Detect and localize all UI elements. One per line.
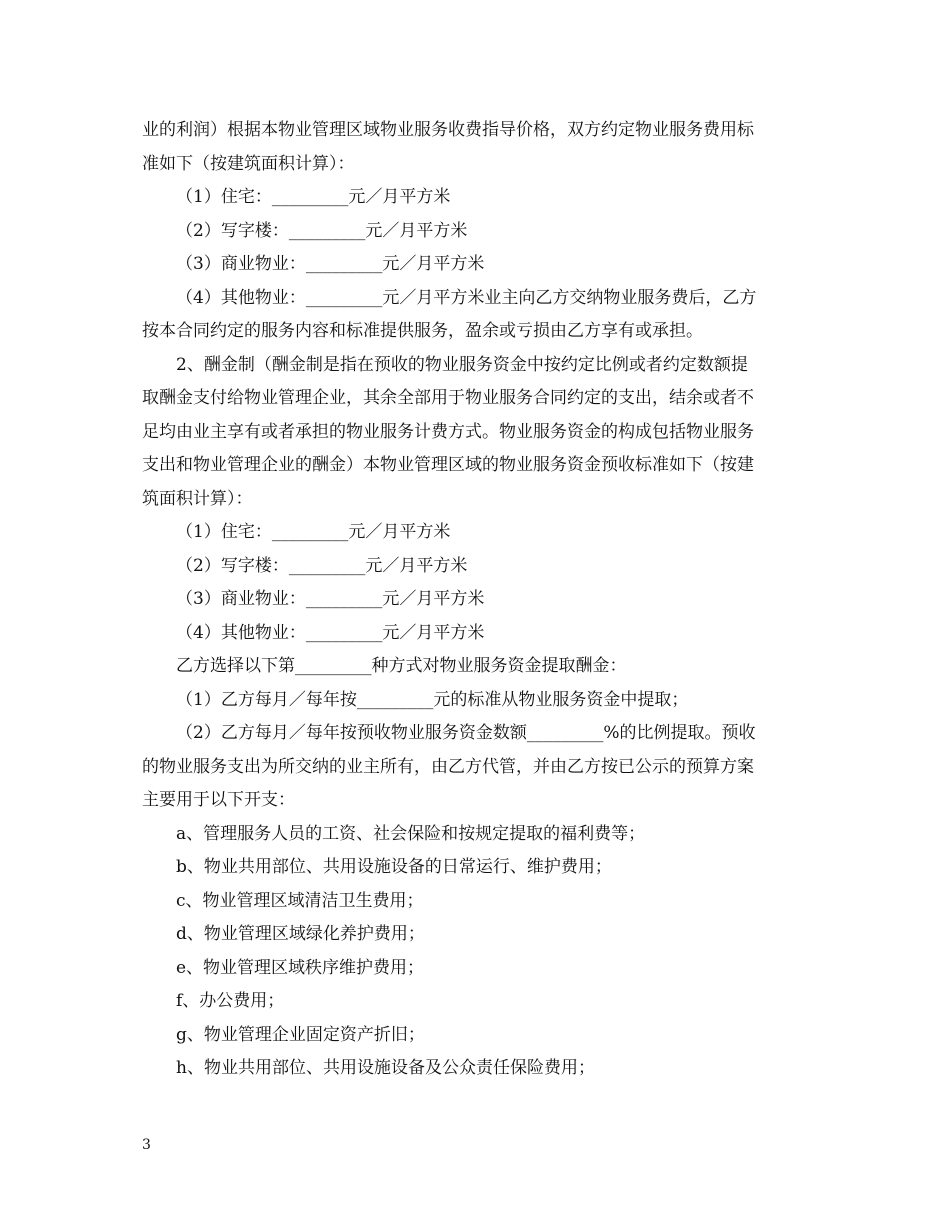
text-line: 足均由业主享有或者承担的物业服务计费方式。物业服务资金的构成包括物业服务 bbox=[142, 421, 754, 442]
text-line: 业的利润）根据本物业管理区域物业服务收费指导价格，双方约定物业服务费用标 bbox=[142, 120, 754, 140]
text-line: 支出和物业管理企业的酬金）本物业管理区域的物业服务资金预收标准如下（按建 bbox=[142, 455, 754, 475]
text-line: e、物业管理区域秩序维护费用； bbox=[176, 957, 425, 978]
text-line: （2）写字楼：_________元／月平方米 bbox=[176, 220, 468, 241]
text-line: 的物业服务支出为所交纳的业主所有，由乙方代管，并由乙方按已公示的预算方案 bbox=[142, 756, 754, 777]
text-line: （3）商业物业：_________元／月平方米 bbox=[176, 589, 485, 609]
text-line: d、物业管理区域绿化养护费用； bbox=[176, 924, 425, 944]
text-line: h、物业共用部位、共用设施设备及公众责任保险费用； bbox=[176, 1058, 595, 1078]
text-line: f、办公费用； bbox=[176, 991, 285, 1011]
text-line: （4）其他物业：_________元／月平方米 bbox=[176, 622, 485, 643]
text-line: （4）其他物业：_________元／月平方米业主向乙方交纳物业服务费后，乙方 bbox=[176, 287, 757, 308]
text-line: a、管理服务人员的工资、社会保险和按规定提取的福利费等； bbox=[176, 823, 646, 844]
text-line: 筑面积计算）： bbox=[142, 488, 253, 509]
document-body bbox=[142, 114, 814, 1086]
text-line: c、物业管理区域清洁卫生费用； bbox=[176, 890, 424, 911]
text-line: （1）乙方每月／每年按_________元的标准从物业服务资金中提取； bbox=[176, 689, 689, 710]
text-line: （2）乙方每月／每年按预收物业服务资金数额_________%的比例提取。预收 bbox=[176, 723, 756, 743]
text-line: （1）住宅：_________元／月平方米 bbox=[176, 522, 451, 542]
text-line: 按本合同约定的服务内容和标准提供服务，盈余或亏损由乙方享有或承担。 bbox=[142, 321, 703, 341]
text-line: （1）住宅：_________元／月平方米 bbox=[176, 187, 451, 207]
text-line: （3）商业物业：_________元／月平方米 bbox=[176, 254, 485, 274]
text-line: 取酬金支付给物业管理企业，其余全部用于物业服务合同约定的支出，结余或者不 bbox=[142, 388, 754, 408]
page-number: 3 bbox=[142, 1137, 151, 1153]
text-line: g、物业管理企业固定资产折旧； bbox=[176, 1024, 425, 1045]
text-line: （2）写字楼：_________元／月平方米 bbox=[176, 555, 468, 576]
text-line: 2、酬金制（酬金制是指在预收的物业服务资金中按约定比例或者约定数额提 bbox=[176, 354, 748, 375]
text-line: 乙方选择以下第_________种方式对物业服务资金提取酬金： bbox=[176, 656, 627, 676]
text-line: 主要用于以下开支： bbox=[142, 790, 295, 810]
text-line: 准如下（按建筑面积计算）： bbox=[142, 153, 355, 174]
text-line: b、物业共用部位、共用设施设备的日常运行、维护费用； bbox=[176, 857, 612, 877]
